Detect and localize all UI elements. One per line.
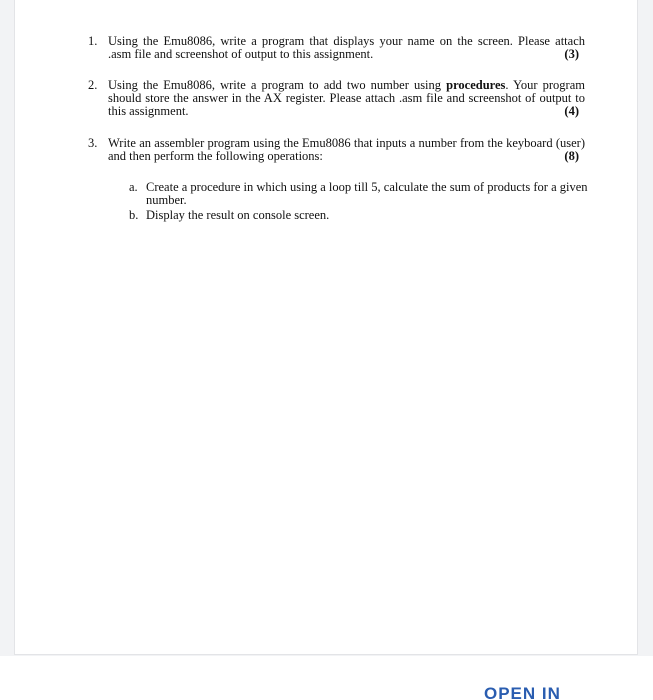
question-line-text: Using the Emu8086, write a program to add two number using	[108, 78, 447, 92]
subitem-letter: a.	[129, 180, 138, 194]
bottom-bar	[0, 656, 653, 700]
subitem-text	[146, 209, 586, 222]
question-number: 2.	[88, 78, 98, 92]
question-line: and then perform the following operations:	[108, 149, 323, 163]
question-marks: (4)	[564, 104, 579, 118]
question-text	[108, 35, 585, 61]
question-text	[108, 137, 585, 163]
question-number: 3.	[88, 136, 98, 150]
question-text	[108, 79, 585, 118]
question-line: .asm file and screenshot of output to this assignment.	[108, 47, 374, 61]
question-line: Write an assembler program using the Emu8086 that inputs a number from the keyboard (user)	[108, 136, 585, 150]
open-in-button[interactable]: OPEN IN	[484, 684, 561, 700]
subitem-text	[146, 181, 586, 207]
question-line: should store the answer in the AX register. Please attach .asm file and screenshot of output to	[108, 91, 585, 105]
question-number: 1.	[88, 34, 98, 48]
subitem-line: Display the result on console screen.	[146, 208, 330, 222]
document-page	[14, 0, 638, 655]
question-marks: (8)	[564, 149, 579, 163]
bold-keyword: procedures	[446, 78, 506, 92]
question-line: Using the Emu8086, write a program that displays your name on the screen. Please attach	[108, 34, 585, 48]
question-marks: (3)	[564, 47, 579, 61]
subitem-line: Create a procedure in which using a loop till 5, calculate the sum of products for a given	[146, 180, 588, 194]
question-line-text: . Your program	[505, 78, 585, 92]
subitem-letter: b.	[129, 208, 139, 222]
subitem-line: number.	[146, 193, 187, 207]
question-line: this assignment.	[108, 104, 189, 118]
